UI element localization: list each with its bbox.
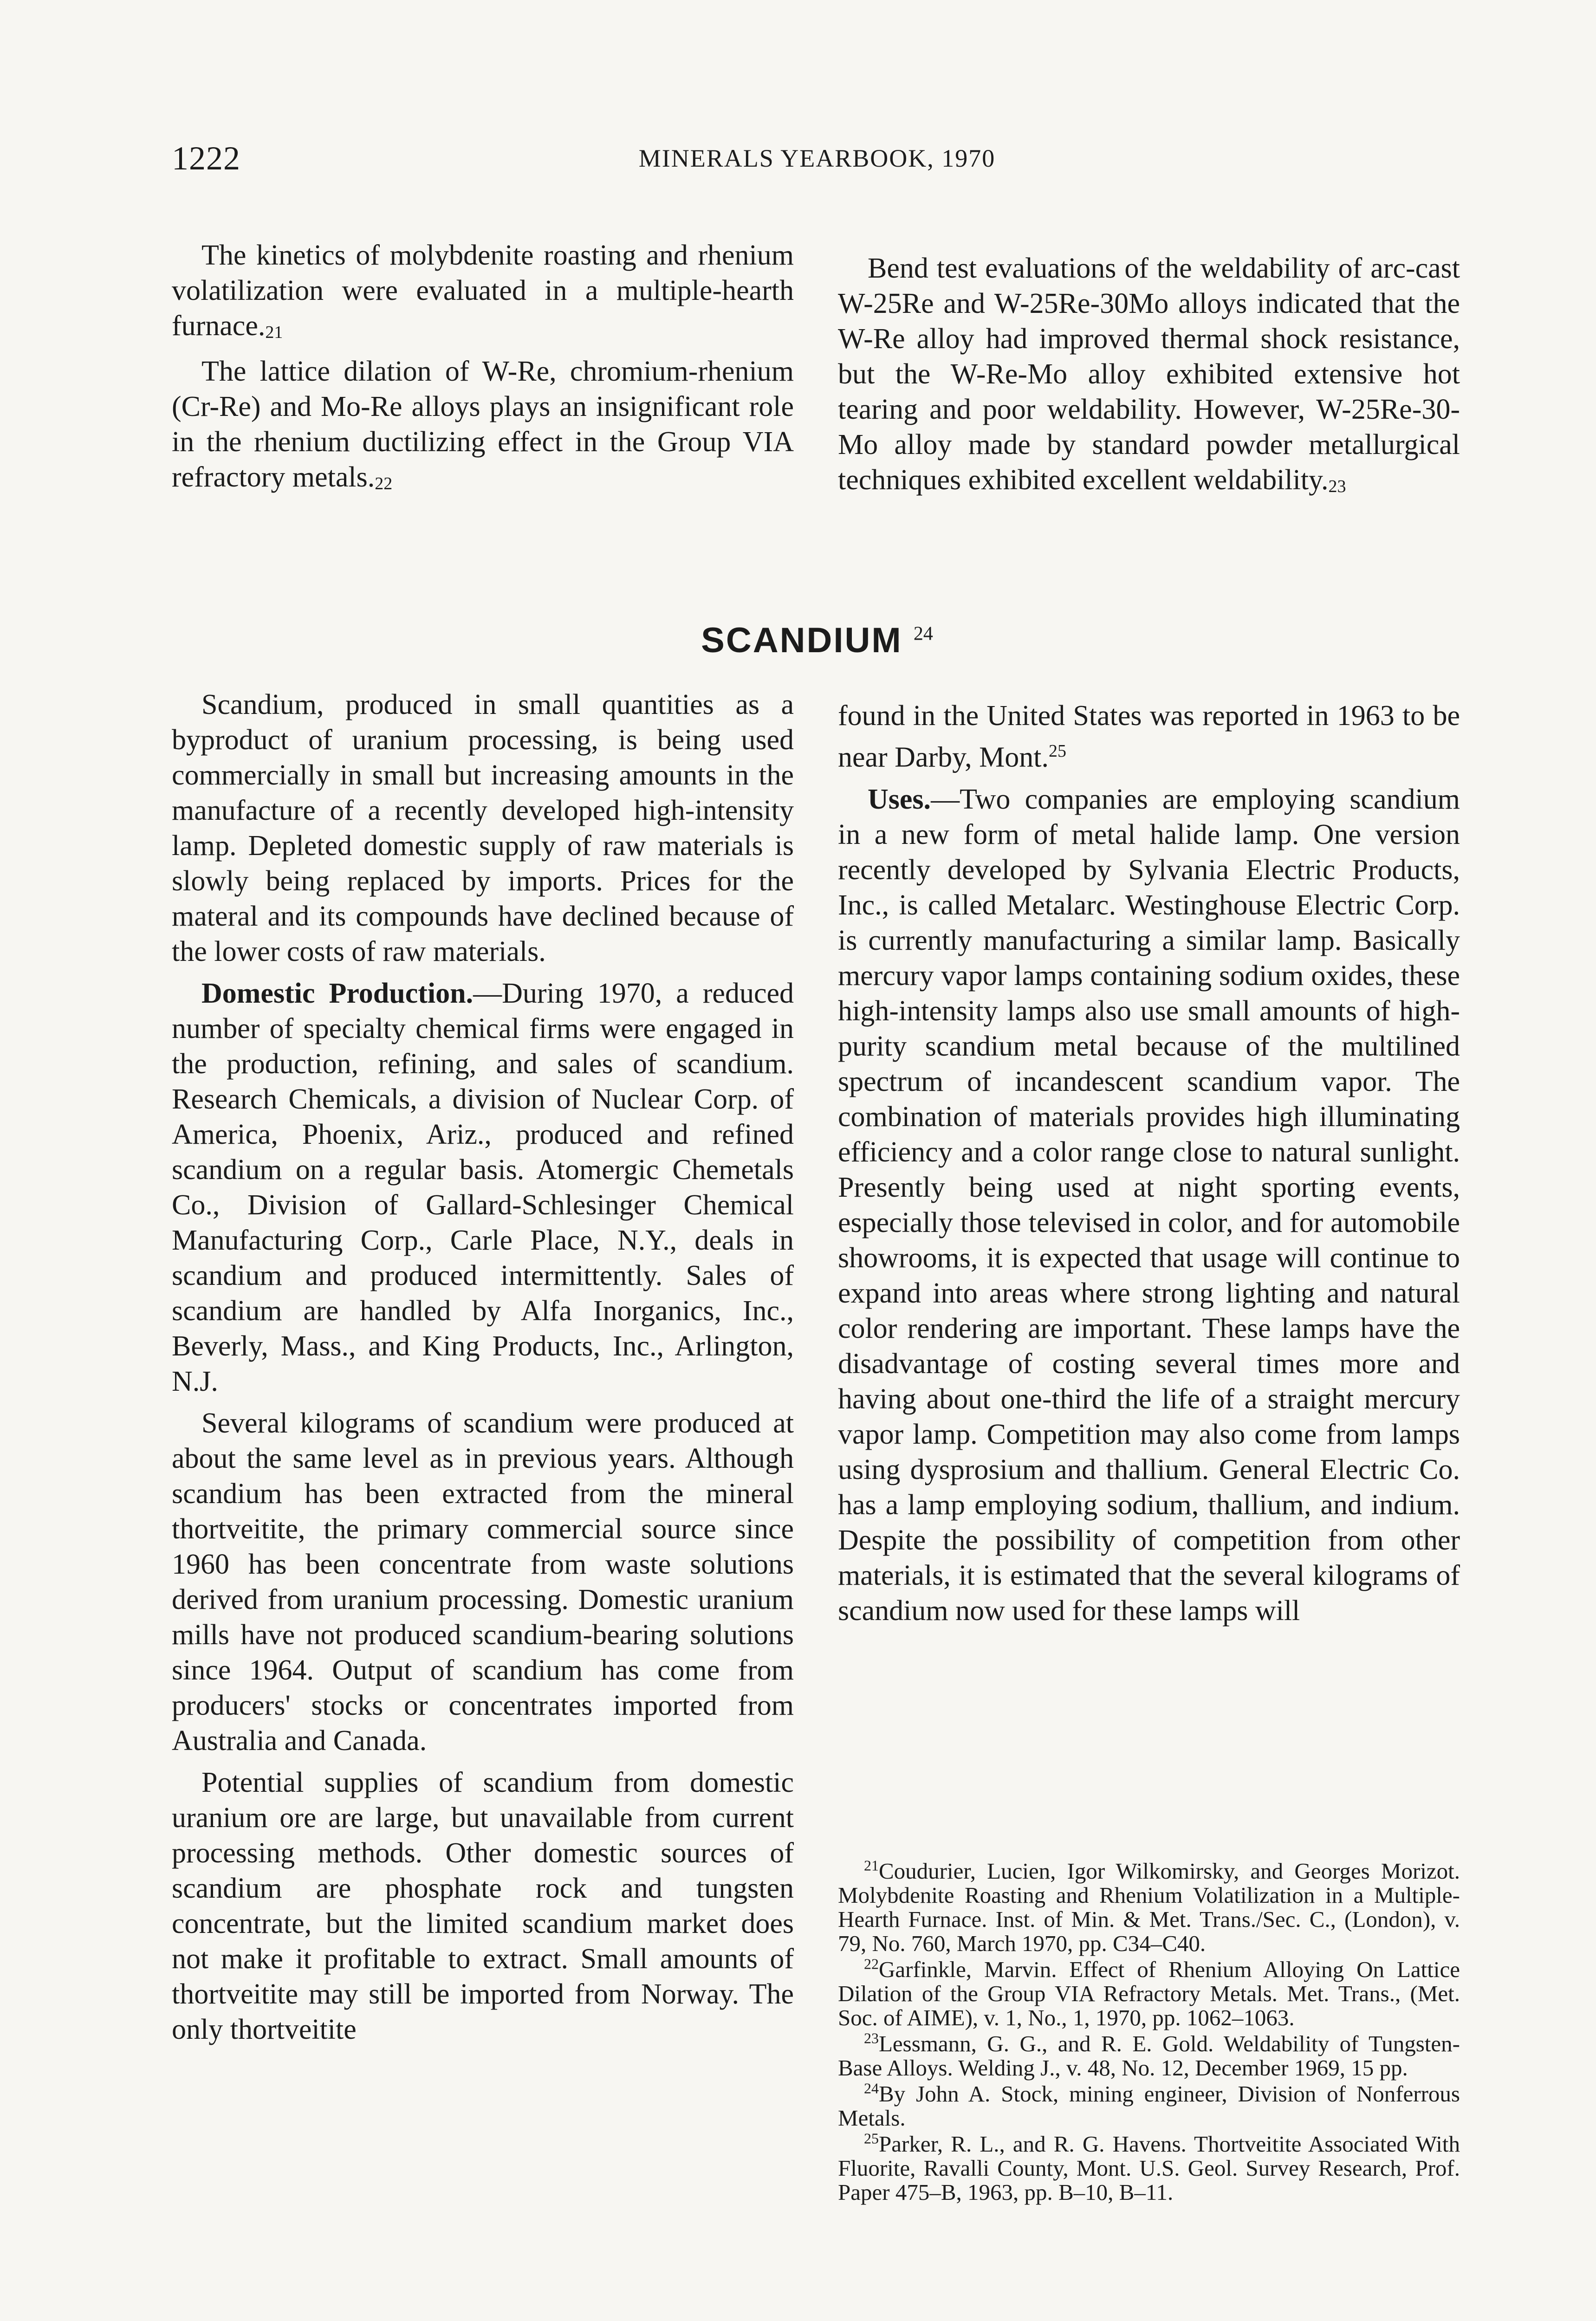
- footnote-ref: 22: [375, 474, 393, 493]
- paragraph: [172, 976, 794, 1399]
- footnote-number: 22: [864, 1955, 879, 1972]
- footnote-text: Coudurier, Lucien, Igor Wilkomirsky, and Georges Morizot. Molybdenite Roasting and Rhenium Volatilization in a Multiple-Hearth Furnace. Inst. of Min. & Met. Trans./Sec. C., (London), v. 79, No. 760, March 1970, pp. C34–C40.: [838, 1858, 1460, 1956]
- footnote: [838, 1859, 1460, 1956]
- lower-left-column: [172, 687, 794, 2054]
- paragraph-text: Bend test evaluations of the weldability of arc-cast W-25Re and W-25Re-30Mo alloys indicated that the W-Re alloy had improved thermal shock resistance, but the W-Re-Mo alloy exhibited extensive hot tearing and poor weldability. However, W-25Re-30-Mo alloy made by standard powder metallurgical techniques exhibited excellent weldability.: [838, 253, 1460, 496]
- footnote: [838, 2029, 1460, 2081]
- footnote-text: Parker, R. L., and R. G. Havens. Thortveitite Associated With Fluorite, Ravalli County, Mont. U.S. Geol. Survey Research, Prof. Paper 475–B, 1963, pp. B–10, B–11.: [838, 2131, 1460, 2205]
- paragraph: [172, 354, 794, 499]
- footnotes: [838, 1859, 1460, 2206]
- footnote-text: Lessmann, G. G., and R. E. Gold. Weldability of Tungsten-Base Alloys. Welding J., v. 48, No. 12, December 1969, 15 pp.: [838, 2031, 1460, 2081]
- footnote-ref: 24: [913, 623, 933, 645]
- footnote: [838, 2082, 1460, 2130]
- footnote: [838, 1955, 1460, 2030]
- paragraph: Scandium, produced in small quantities as a byproduct of uranium processing, is being used commercially in small but increasing amounts in the manufacture of a recently developed high-intensity lamp. Depleted domestic supply of raw materials is slowly being replaced by imports. Prices for the materal and its compounds have declined because of the lower costs of raw materials.: [172, 689, 794, 967]
- paragraph: [172, 238, 794, 347]
- run-in-heading: Uses.: [868, 783, 931, 815]
- section-heading: [172, 620, 1462, 661]
- run-in-heading: Domestic Production.: [201, 978, 474, 1009]
- upper-left-column: [172, 238, 794, 505]
- paragraph-text: The kinetics of molybdenite roasting and rhenium volatilization were evaluated in a multiple-hearth furnace.: [172, 240, 794, 342]
- lower-right-column: [838, 698, 1460, 1635]
- footnote-number: 25: [864, 2130, 879, 2147]
- paragraph: [838, 251, 1460, 501]
- footnote-number: 23: [864, 2029, 879, 2047]
- footnote-ref: 23: [1328, 477, 1346, 496]
- paragraph-text: The lattice dilation of W-Re, chromium-rhenium (Cr-Re) and Mo-Re alloys plays an insignificant role in the rhenium ductilizing effect in the Group VIA refractory metals.: [172, 356, 794, 493]
- footnote-number: 24: [864, 2080, 879, 2097]
- footnote: [838, 2132, 1460, 2204]
- paragraph: Several kilograms of scandium were produced at about the same level as in previous years. Although scandium has been extracted from the mineral thortveitite, the primary commercial source since 1960 has been concentrate from waste solutions derived from uranium processing. Domestic uranium mills have not produced scandium-bearing solutions since 1964. Output of scandium has come from producers' stocks or concentrates imported from Australia and Canada.: [172, 1407, 794, 1757]
- footnote-ref: 25: [1048, 741, 1066, 761]
- paragraph-text: —Two companies are employing scandium in a new form of metal halide lamp. One version recently developed by Sylvania Electric Products, Inc., is called Metalarc. Westinghouse Electric Corp. is currently manufacturing a similar lamp. Basically mercury vapor lamps containing sodium oxides, these high-intensity lamps also use small amounts of high-purity scandium metal because of the multilined spectrum of incandescent scandium vapor. The combination of materials provides high illuminating efficiency and a color range close to natural sunlight. Presently being used at night sporting events, especially those televised in color, and for automobile showrooms, it is expected that usage will continue to expand into areas where strong lighting and natural color rendering are important. These lamps have the disadvantage of costing several times more and having about one-third the life of a straight mercury vapor lamp. Competition may also come from lamps using dysprosium and thallium. General Electric Co. has a lamp employing sodium, thallium, and indium. Despite the possibility of competition from other materials, it is estimated that the several kilograms of scandium now used for these lamps will: [838, 783, 1460, 1627]
- paragraph: [838, 698, 1460, 775]
- paragraph-text: —During 1970, a reduced number of specialty chemical firms were engaged in the production, refining, and sales of scandium. Research Chemicals, a division of Nuclear Corp. of America, Phoenix, Ariz., produced and refined scandium on a regular basis. Atomergic Chemetals Co., Division of Gallard-Schlesinger Chemical Manufacturing Corp., Carle Place, N.Y., deals in scandium and produced intermittently. Sales of scandium are handled by Alfa Inorganics, Inc., Beverly, Mass., and King Products, Inc., Arlington, N.J.: [172, 978, 794, 1397]
- footnote-ref: 21: [265, 323, 283, 342]
- page-number: 1222: [172, 140, 240, 177]
- paragraph-text: found in the United States was reported in 1963 to be near Darby, Mont.: [838, 700, 1460, 773]
- paragraph: [838, 782, 1460, 1628]
- running-title: MINERALS YEARBOOK, 1970: [638, 144, 996, 172]
- section-title: SCANDIUM: [701, 621, 902, 660]
- footnote-text: Garfinkle, Marvin. Effect of Rhenium Alloying On Lattice Dilation of the Group VIA Refractory Metals. Met. Trans., (Met. Soc. of AIME), v. 1, No., 1, 1970, pp. 1062–1063.: [838, 1957, 1460, 2030]
- upper-right-column: [838, 251, 1460, 508]
- footnote-text: By John A. Stock, mining engineer, Division of Nonferrous Metals.: [838, 2081, 1460, 2131]
- footnote-number: 21: [864, 1857, 879, 1874]
- running-head: [172, 139, 1462, 181]
- paragraph: Potential supplies of scandium from domestic uranium ore are large, but unavailable from current processing methods. Other domestic sources of scandium are phosphate rock and tungsten concentrate, but the limited scandium market does not make it profitable to extract. Small amounts of thortveitite may still be imported from Norway. The only thortveitite: [172, 1767, 794, 2045]
